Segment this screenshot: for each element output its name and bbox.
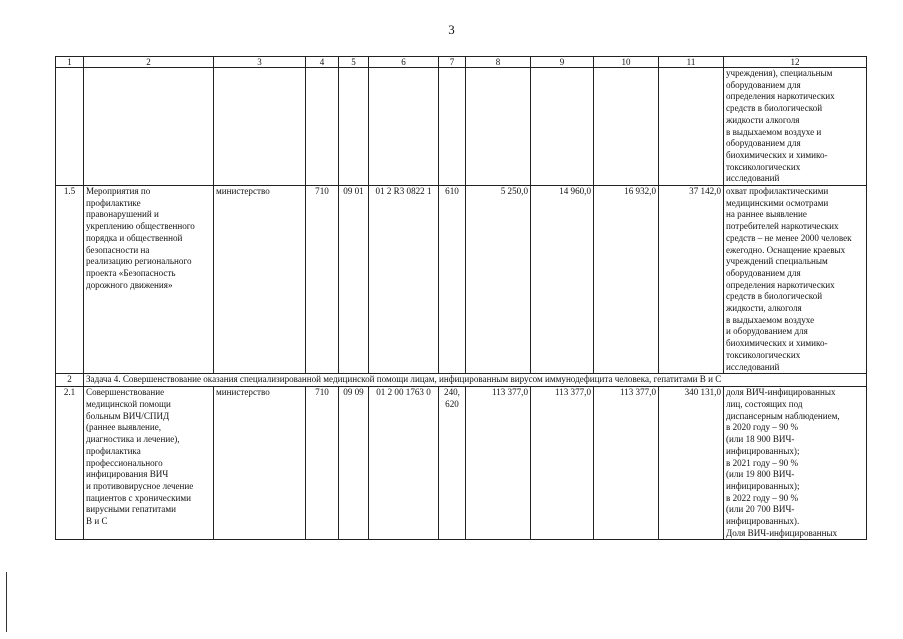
column-header: 11 [659, 57, 724, 68]
amount-cell: 113 377,0 [466, 387, 531, 540]
amount-cell [531, 68, 594, 186]
executor [214, 68, 306, 186]
code-cell [306, 68, 339, 186]
column-header: 8 [466, 57, 531, 68]
code-cell [439, 68, 466, 186]
budget-table [55, 56, 867, 540]
column-header: 1 [56, 57, 84, 68]
amount-cell: 16 932,0 [594, 186, 659, 374]
expected-result: охват профилактическими медицинскими осмотрами на раннее выявление потребителей наркотических средств – не менее 2000 человек ежегодно. Оснащение краевых учреждений специальным оборудованием для определения наркотических средств в биологической жидкости, алкоголя в выдыхаемом воздухе и оборудованием для биохимических и химико- токсикологических исследований [724, 186, 867, 374]
code-cell: 240, 620 [439, 387, 466, 540]
scan-margin-line [6, 572, 7, 632]
code-cell: 710 [306, 186, 339, 374]
table-row [56, 387, 867, 540]
row-number: 2 [56, 374, 84, 387]
amount-cell: 37 142,0 [659, 186, 724, 374]
measure-name: Мероприятия по профилактике правонарушений и укреплению общественного порядка и общественной безопасности на реализацию регионального проекта «Безопасность дорожного движения» [84, 186, 214, 374]
amount-cell: 113 377,0 [531, 387, 594, 540]
column-number-row [56, 57, 867, 68]
column-header: 10 [594, 57, 659, 68]
amount-cell: 14 960,0 [531, 186, 594, 374]
amount-cell [594, 68, 659, 186]
executor: министерство [214, 186, 306, 374]
row-number: 2.1 [56, 387, 84, 540]
code-cell [339, 68, 369, 186]
column-header: 7 [439, 57, 466, 68]
code-cell: 01 2 R3 0822 1 [369, 186, 439, 374]
code-cell: 01 2 00 1763 0 [369, 387, 439, 540]
column-header: 9 [531, 57, 594, 68]
code-cell: 09 01 [339, 186, 369, 374]
code-cell: 09 09 [339, 387, 369, 540]
expected-result: доля ВИЧ-инфицированных лиц, состоящих под диспансерным наблюдением, в 2020 году – 90 % (или 18 900 ВИЧ- инфицированных); в 2021 году – 90 % (или 19 800 ВИЧ- инфицированных); в 2022 году – 90 % (или 20 700 ВИЧ- инфицированных). Доля ВИЧ-инфицированных [724, 387, 867, 540]
amount-cell [466, 68, 531, 186]
row-number: 1.5 [56, 186, 84, 374]
column-header: 12 [724, 57, 867, 68]
column-header: 5 [339, 57, 369, 68]
row-number [56, 68, 84, 186]
page-number: 3 [448, 22, 455, 37]
amount-cell: 340 131,0 [659, 387, 724, 540]
code-cell [369, 68, 439, 186]
amount-cell: 113 377,0 [594, 387, 659, 540]
code-cell: 710 [306, 387, 339, 540]
measure-name: Совершенствование медицинской помощи больным ВИЧ/СПИД (раннее выявление, диагностика и лечение), профилактика профессионального инфицирования ВИЧ и противовирусное лечение пациентов с хроническими вирусными гепатитами В и С [84, 387, 214, 540]
task-title: Задача 4. Совершенствование оказания специализированной медицинской помощи лицам, инфицированным вирусом иммунодефицита человека, гепатитами В и С [84, 374, 867, 387]
code-cell: 610 [439, 186, 466, 374]
table-row [56, 186, 867, 374]
column-header: 6 [369, 57, 439, 68]
table-row [56, 68, 867, 186]
expected-result: учреждения), специальным оборудованием для определения наркотических средств в биологической жидкости алкоголя в выдыхаемом воздухе и оборудованием для биохимических и химико- токсикологических исследований [724, 68, 867, 186]
amount-cell [659, 68, 724, 186]
task-row [56, 374, 867, 387]
executor: министерство [214, 387, 306, 540]
column-header: 2 [84, 57, 214, 68]
column-header: 4 [306, 57, 339, 68]
measure-name [84, 68, 214, 186]
column-header: 3 [214, 57, 306, 68]
amount-cell: 5 250,0 [466, 186, 531, 374]
